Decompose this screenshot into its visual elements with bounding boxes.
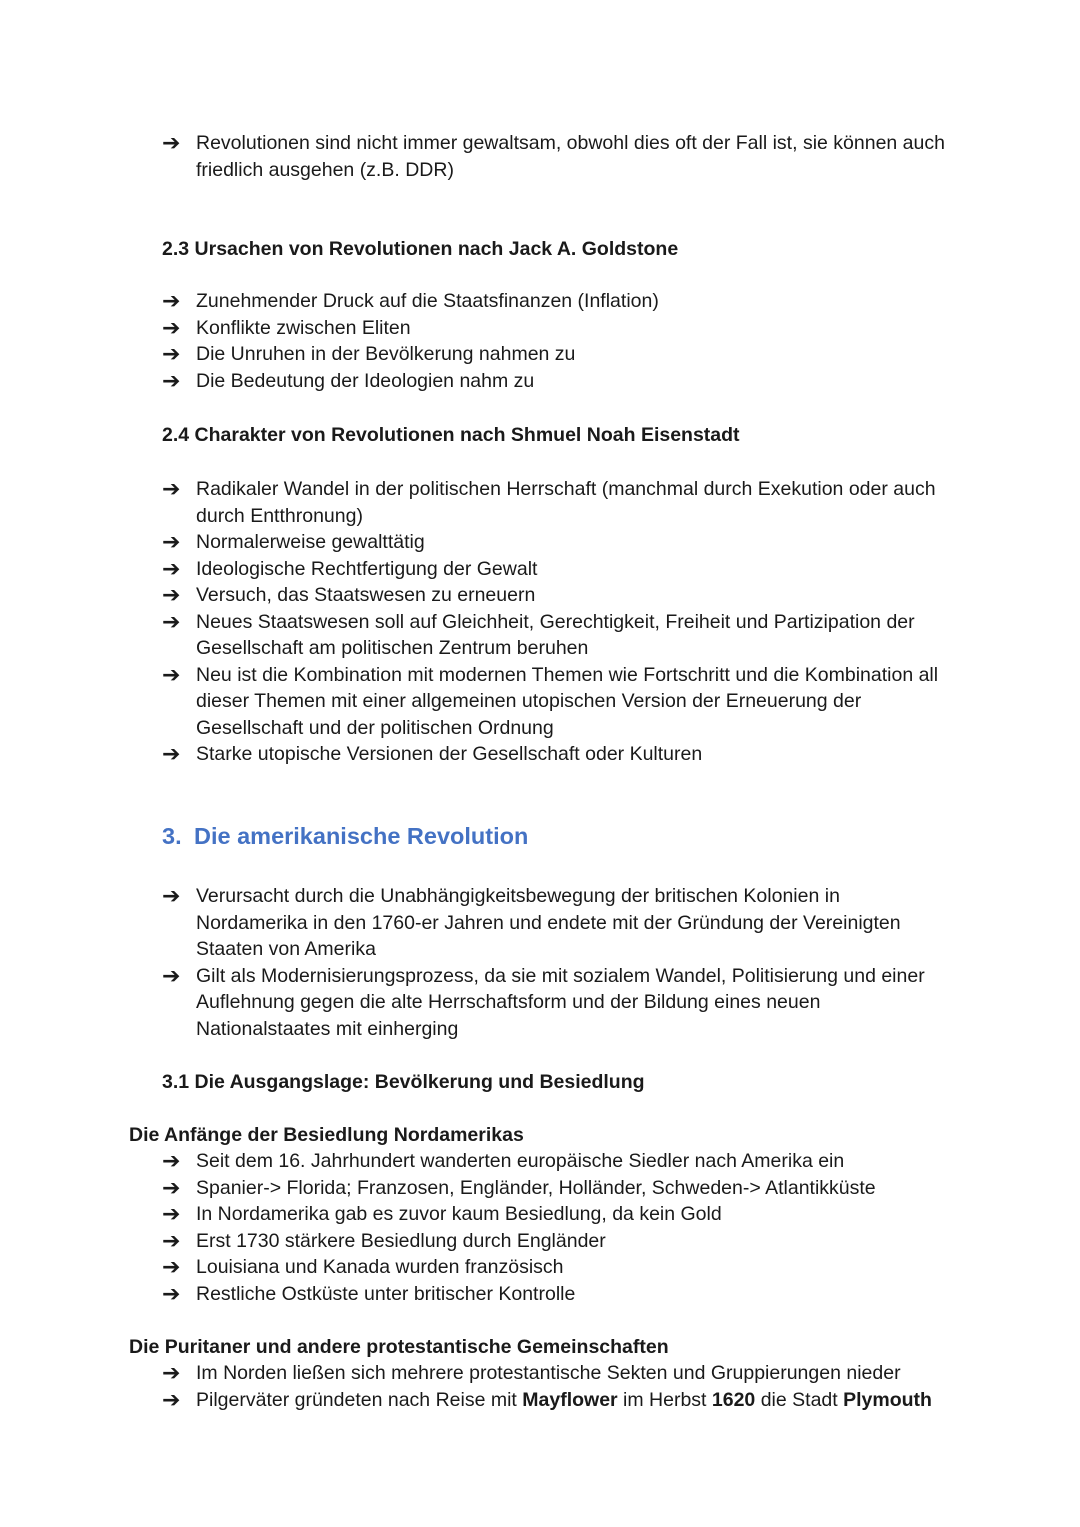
list-item-text: Normalerweise gewalttätig xyxy=(196,531,425,553)
list-puritaner xyxy=(162,1360,962,1413)
list-item xyxy=(162,476,952,529)
list-item xyxy=(162,556,952,583)
arrow-icon: ➔ xyxy=(162,288,181,313)
list-3 xyxy=(162,883,952,1042)
intro-list xyxy=(162,130,952,183)
list-item xyxy=(162,529,952,556)
list-item-text: Konflikte zwischen Eliten xyxy=(196,316,411,339)
list-item xyxy=(162,1148,962,1175)
list-item xyxy=(162,1387,962,1414)
section-title-text: Die amerikanische Revolution xyxy=(194,823,529,849)
arrow-icon: ➔ xyxy=(162,1280,181,1306)
list-item xyxy=(162,1201,962,1228)
arrow-icon: ➔ xyxy=(162,367,181,393)
list-item xyxy=(162,1281,962,1308)
heading-3-1: 3.1 Die Ausgangslage: Bevölkerung und Besiedlung xyxy=(162,1071,645,1093)
arrow-icon: ➔ xyxy=(162,1386,181,1412)
arrow-icon: ➔ xyxy=(162,1227,181,1253)
list-item-text: Spanier-> Florida; Franzosen, Engländer, Holländer, Schweden-> Atlantikküste xyxy=(196,1176,876,1199)
list-item xyxy=(162,368,952,395)
arrow-icon: ➔ xyxy=(162,1201,181,1226)
list-item-text: Ideologische Rechtfertigung der Gewalt xyxy=(196,557,538,580)
bold-plymouth: Plymouth xyxy=(843,1388,932,1411)
arrow-icon: ➔ xyxy=(162,314,181,340)
list-item-text: Versuch, das Staatswesen zu erneuern xyxy=(196,584,536,606)
arrow-icon: ➔ xyxy=(162,555,181,581)
heading-2-4: 2.4 Charakter von Revolutionen nach Shmuel Noah Eisenstadt xyxy=(162,424,740,446)
arrow-icon: ➔ xyxy=(162,476,181,501)
list-item xyxy=(162,1228,962,1255)
arrow-icon: ➔ xyxy=(162,661,181,687)
list-item xyxy=(162,130,952,183)
arrow-icon: ➔ xyxy=(162,1254,181,1279)
section-title-3 xyxy=(162,821,528,851)
arrow-icon: ➔ xyxy=(162,582,181,607)
section-number: 3. xyxy=(162,823,182,849)
arrow-icon: ➔ xyxy=(162,741,181,766)
list-item-text: Zunehmender Druck auf die Staatsfinanzen (Inflation) xyxy=(196,290,659,312)
list-besiedlung xyxy=(162,1148,962,1307)
list-item-text: Neu ist die Kombination mit modernen Themen wie Fortschritt und die Kombination all dieser Themen mit einer allgemeinen utopischen Version der Erneuerung der Gesellschaft und der politischen Ordnung xyxy=(196,663,939,739)
arrow-icon: ➔ xyxy=(162,1360,181,1385)
list-item-text: Gilt als Modernisierungsprozess, da sie mit sozialem Wandel, Politisierung und einer Auflehnung gegen die alte Herrschaftsform und der Bildung eines neuen Nationalstaates mit einherging xyxy=(196,964,925,1040)
list-item-text: Radikaler Wandel in der politischen Herrschaft (manchmal durch Exekution oder auch durch Entthronung) xyxy=(196,478,936,527)
list-item xyxy=(162,288,952,315)
list-item-text: Restliche Ostküste unter britischer Kontrolle xyxy=(196,1282,576,1305)
list-item-text: In Nordamerika gab es zuvor kaum Besiedlung, da kein Gold xyxy=(196,1203,722,1225)
heading-besiedlung: Die Anfänge der Besiedlung Nordamerikas xyxy=(129,1124,524,1146)
arrow-icon: ➔ xyxy=(162,883,181,908)
heading-puritaner: Die Puritaner und andere protestantische Gemeinschaften xyxy=(129,1336,669,1358)
list-item-text: Louisiana und Kanada wurden französisch xyxy=(196,1256,564,1278)
list-item xyxy=(162,1254,962,1281)
list-item xyxy=(162,741,952,768)
list-item-text: Erst 1730 stärkere Besiedlung durch Engländer xyxy=(196,1229,606,1252)
list-item-text: Revolutionen sind nicht immer gewaltsam, obwohl dies oft der Fall ist, sie können auch friedlich ausgehen (z.B. DDR) xyxy=(196,132,945,181)
list-item xyxy=(162,341,952,368)
list-item-text: Die Unruhen in der Bevölkerung nahmen zu xyxy=(196,343,576,365)
list-2-3 xyxy=(162,288,952,394)
list-2-4 xyxy=(162,476,952,768)
list-item-text: Die Bedeutung der Ideologien nahm zu xyxy=(196,369,535,392)
arrow-icon: ➔ xyxy=(162,130,181,155)
list-item-text: Starke utopische Versionen der Gesellschaft oder Kulturen xyxy=(196,743,703,765)
heading-2-3: 2.3 Ursachen von Revolutionen nach Jack A. Goldstone xyxy=(162,238,679,260)
list-item-text: Pilgerväter gründeten nach Reise mit Mayflower im Herbst 1620 die Stadt Plymouth xyxy=(196,1388,932,1411)
list-item xyxy=(162,1360,962,1387)
list-item-text: Verursacht durch die Unabhängigkeitsbewegung der britischen Kolonien in Nordamerika in den 1760-er Jahren und endete mit der Gründung der Vereinigten Staaten von Amerika xyxy=(196,885,901,960)
arrow-icon: ➔ xyxy=(162,608,181,634)
list-item-text: Seit dem 16. Jahrhundert wanderten europäische Siedler nach Amerika ein xyxy=(196,1150,845,1172)
arrow-icon: ➔ xyxy=(162,1148,181,1173)
arrow-icon: ➔ xyxy=(162,962,181,988)
arrow-icon: ➔ xyxy=(162,341,181,366)
list-item xyxy=(162,963,952,1043)
list-item xyxy=(162,1175,962,1202)
list-item-text: Im Norden ließen sich mehrere protestantische Sekten und Gruppierungen nieder xyxy=(196,1362,901,1384)
list-item xyxy=(162,582,952,609)
arrow-icon: ➔ xyxy=(162,1174,181,1200)
bold-year: 1620 xyxy=(711,1388,756,1411)
bold-mayflower: Mayflower xyxy=(522,1388,618,1411)
list-item xyxy=(162,609,952,662)
list-item-text: Neues Staatswesen soll auf Gleichheit, Gerechtigkeit, Freiheit und Partizipation der Gesellschaft am politischen Zentrum beruhen xyxy=(196,610,915,659)
arrow-icon: ➔ xyxy=(162,529,181,554)
list-item xyxy=(162,315,952,342)
list-item xyxy=(162,883,952,963)
list-item xyxy=(162,662,952,742)
